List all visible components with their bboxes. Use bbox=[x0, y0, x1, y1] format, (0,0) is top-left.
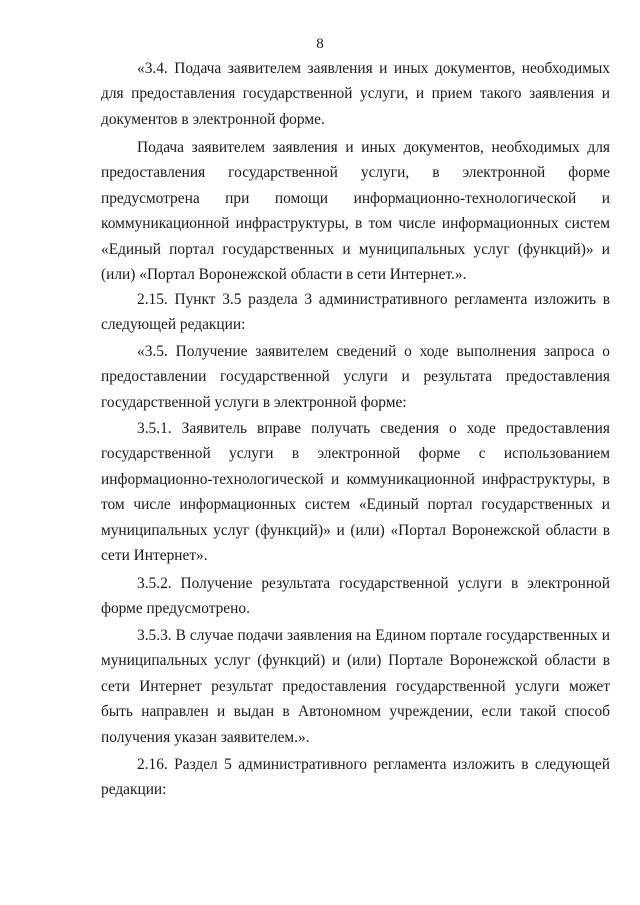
paragraph-2-16: 2.16. Раздел 5 административного регламента изложить в следующей редакции: bbox=[101, 756, 610, 799]
paragraph-3-5-1: 3.5.1. Заявитель вправе получать сведения о ходе предоставления государственной услуги в электронной форме с использованием информационно-технологической и коммуникационной инфраструктуры, в том числе информационных систем «Единый портал государственных и муниципальных услуг (функций)» и (или) «Портал Воронежской области в сети Интернет». bbox=[101, 420, 610, 565]
paragraph-3-5-2: 3.5.2. Получение результата государственной услуги в электронной форме предусмотрено. bbox=[101, 575, 610, 618]
paragraph-3-5-3: 3.5.3. В случае подачи заявления на Едином портале государственных и муниципальных услуг (функций) и (или) Портале Воронежской области в сети Интернет результат предоставления государственной услуги может быть направлен и выдан в Автономном учреждении, если такой способ получения указан заявителем.». bbox=[101, 627, 610, 746]
paragraph-2-15: 2.15. Пункт 3.5 раздела 3 административного регламента изложить в следующей редакции: bbox=[101, 291, 610, 334]
paragraph-3-5-heading: «3.5. Получение заявителем сведений о ходе выполнения запроса о предоставлении государственной услуги и результата предоставления государственной услуги в электронной форме: bbox=[101, 343, 610, 411]
paragraph-3-4-body: Подача заявителем заявления и иных документов, необходимых для предоставления государственной услуги, в электронной форме предусмотрена при помощи информационно-технологической и коммуникационной инфраструктуры, в том числе информационных систем «Единый портал государственных и муниципальных услуг (функций)» и (или) «Портал Воронежской области в сети Интернет.». bbox=[101, 139, 610, 284]
page-number: 8 bbox=[316, 36, 324, 52]
paragraph-3-4-heading: «3.4. Подача заявителем заявления и иных документов, необходимых для предоставления государственной услуги, и прием такого заявления и документов в электронной форме. bbox=[101, 60, 610, 128]
